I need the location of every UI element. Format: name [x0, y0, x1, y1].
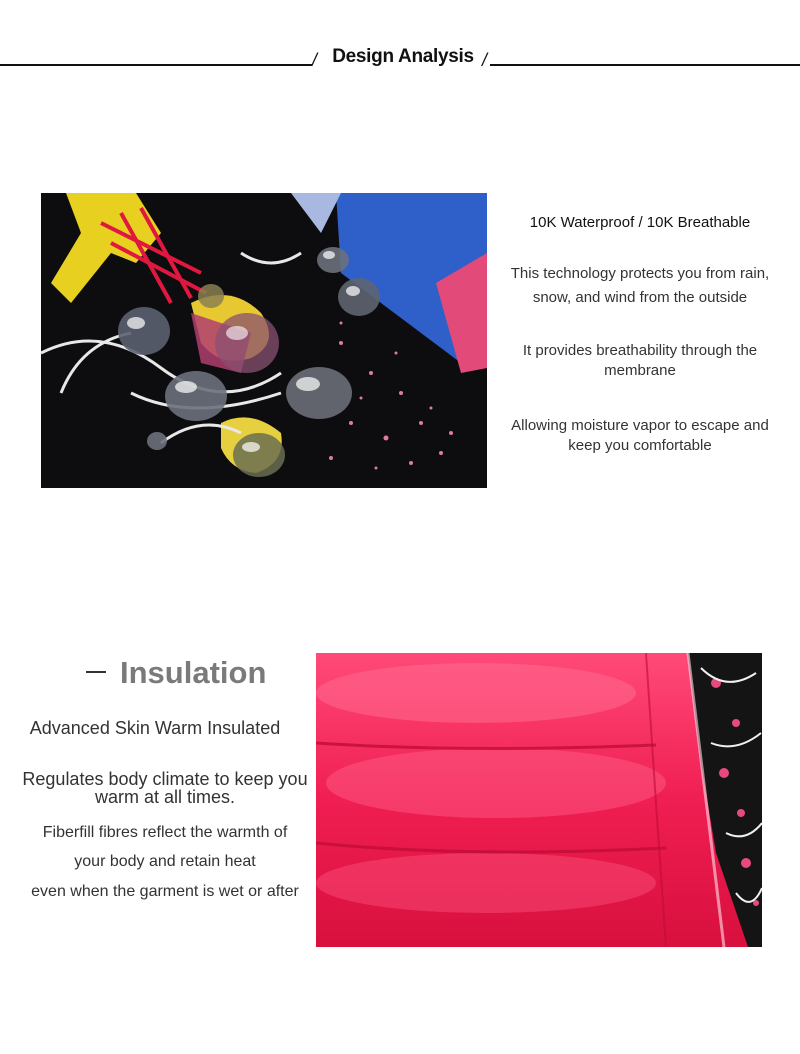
- insulation-paragraph-1: Regulates body climate to keep you warm at all times.: [22, 769, 308, 807]
- waterproof-paragraph-1: This technology protects you from rain, snow, and wind from the outside: [510, 265, 770, 306]
- insulation-paragraph-2b: your body and retain heat: [74, 853, 256, 870]
- insulation-paragraph-2a: Fiberfill fibres reflect the warmth of: [42, 824, 288, 841]
- header-slash-right: /: [482, 50, 488, 70]
- insulation-paragraph-3: even when the garment is wet or after: [31, 883, 299, 900]
- insulation-title: Insulation: [120, 655, 267, 690]
- insulation-lining-illustration: [316, 653, 762, 947]
- waterproof-paragraph-2: It provides breathability through the membrane: [522, 342, 758, 379]
- waterproof-fabric-image: [41, 193, 487, 488]
- header-line-left: [0, 64, 312, 66]
- waterproof-title: 10K Waterproof / 10K Breathable: [529, 214, 751, 231]
- insulation-subtitle: Advanced Skin Warm Insulated: [29, 718, 281, 738]
- section-title: Design Analysis: [332, 46, 474, 67]
- insulation-heading: [86, 655, 266, 691]
- waterproof-fabric-illustration: [41, 193, 487, 488]
- waterproof-paragraph-3: Allowing moisture vapor to escape and keep you comfortable: [511, 417, 769, 454]
- header-slash-left: /: [312, 50, 318, 70]
- insulation-lining-image: [316, 653, 762, 947]
- header-line-right: [490, 64, 800, 66]
- heading-dash: [86, 671, 106, 673]
